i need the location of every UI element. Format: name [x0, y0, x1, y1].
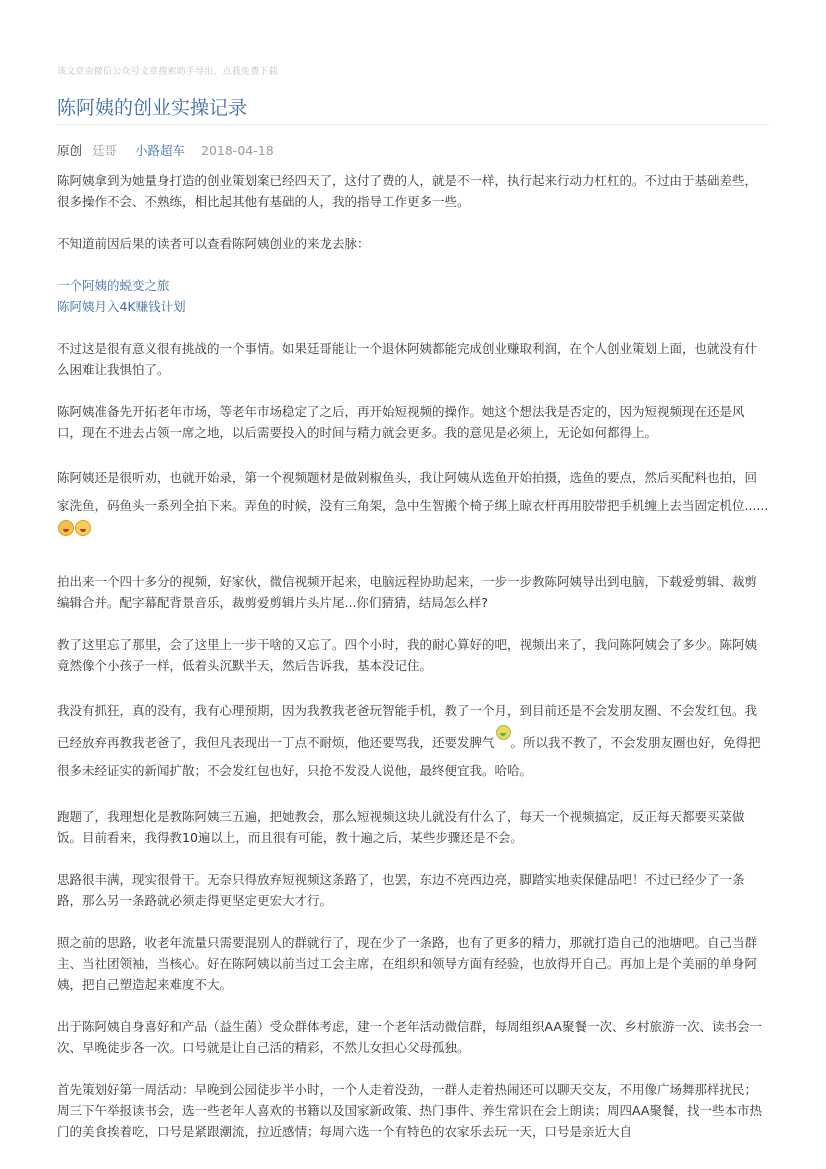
article-title: 陈阿姨的创业实操记录 [57, 97, 248, 119]
paragraph-9: 跑题了，我理想化是教陈阿姨三五遍，把她教会，那么短视频这块儿就没有什么了，每天一个视频搞定，反正每天都要买菜做饭。目前看来，我得教10遍以上，而且很有可能，教十遍之后，某些步骤还是不会。 [57, 809, 745, 845]
angry-face-icon [496, 725, 511, 740]
thinking-face-icon [75, 520, 91, 536]
paragraph-4: 陈阿姨准备先开拓老年市场，等老年市场稳定了之后，再开始短视频的操作。她这个想法我是否定的，因为短视频现在还是风口，现在不进去占领一席之地，以后需要投入的时间与精力就会更多。我的意见是必须上，无论如何都得上。 [57, 404, 745, 440]
related-links [57, 275, 769, 317]
paragraph-1: 陈阿姨拿到为她量身打造的创业策划案已经四天了，这付了费的人，就是不一样，执行起来行动力杠杠的。不过由于基础差些，很多操作不会、不熟练，相比起其他有基础的人，我的指导工作更多一些。 [57, 173, 758, 209]
paragraph-10: 思路很丰满，现实很骨干。无奈只得放弃短视频这条路了，也罢，东边不亮西边亮，脚踏实地卖保健品吧！不过已经少了一条路，那么另一条路就必须走得更坚定更宏大才行。 [57, 872, 745, 908]
paragraph-11: 照之前的思路，收老年流量只需要混别人的群就行了，现在少了一条路，也有了更多的精力，那就打造自己的池塘吧。自己当群主、当社团领袖，当核心。好在陈阿姨以前当过工会主席，在组织和领导方面有经验，也放得开自己。再加上是个美丽的单身阿姨，把自己塑造起来难度不大。 [57, 935, 758, 992]
paragraph-6: 拍出来一个四十多分的视频，好家伙，微信视频开起来，电脑远程协助起来，一步一步教陈阿姨导出到电脑，下载爱剪辑、裁剪编辑合并。配字幕配背景音乐，裁剪爱剪辑片头片尾...你们猜猜，结局怎么样? [57, 574, 758, 610]
paragraph-8 [57, 697, 769, 785]
paragraph-2: 不知道前因后果的读者可以查看陈阿姨创业的来龙去脉： [57, 236, 370, 251]
related-link-2[interactable]: 陈阿姨月入4K赚钱计划 [57, 299, 186, 314]
paragraph-13: 首先策划好第一周活动：早晚到公园徒步半小时，一个人走着没劲，一群人走着热闹还可以聊天交友，不用像广场舞那样扰民；周三下午举报读书会，选一些老年人喜欢的书籍以及国家新政策、热门事件、养生常识在会上朗读；周四AA聚餐，找一些本市热门的美食挨着吃，口号是紧跟潮流，拉近感情；每周六选一个有特色的农家乐去玩一天，口号是亲近大自 [57, 1082, 762, 1139]
surprised-face-icon [58, 520, 74, 536]
paragraph-5 [57, 464, 769, 550]
article-meta [57, 141, 274, 159]
article-body [57, 170, 769, 1163]
paragraph-8-text-a: 我没有抓狂，真的没有，我有心理预期，因为我教我老爸玩智能手机，教了一个月，到目前还是不会发朋友圈、不会发红包。我已经放弃再教我老爸了，我但凡表现出一丁点不耐烦，他还要骂我，还要发脾气 [57, 703, 758, 750]
related-link-1[interactable]: 一个阿姨的蜕变之旅 [57, 278, 170, 293]
paragraph-7: 教了这里忘了那里，会了这里上一步干啥的又忘了。四个小时，我的耐心算好的吧，视频出来了，我问陈阿姨会了多少。陈阿姨竟然像个小孩子一样，低着头沉默半天，然后告诉我，基本没记住。 [57, 637, 758, 673]
author-name: 廷哥 [92, 143, 118, 158]
original-label: 原创 [57, 143, 83, 158]
paragraph-3: 不过这是很有意义很有挑战的一个事情。如果廷哥能让一个退休阿姨都能完成创业赚取利润，在个人创业策划上面，也就没有什么困难让我惧怕了。 [57, 341, 758, 377]
paragraph-8-text-b: 。所以我不教了，不会发朋友圈也好，免得把很多未经证实的新闻扩散；不会发红包也好，只抢不发没人说他，最终便宜我。哈哈。 [57, 735, 761, 778]
title-divider [57, 124, 769, 125]
paragraph-12: 出于陈阿姨自身喜好和产品（益生菌）受众群体考虑，建一个老年活动微信群，每周组织AA聚餐一次、乡村旅游一次、读书会一次、早晚徒步各一次。口号就是让自己活的精彩，不然儿女担心父母孤独。 [57, 1019, 762, 1055]
paragraph-5-text: 陈阿姨还是很听劝，也就开始录，第一个视频题材是做剁椒鱼头，我让阿姨从选鱼开始拍摄，选鱼的要点，然后买配料也拍，回家洗鱼，码鱼头一系列全拍下来。弄鱼的时候，没有三角架，急中生智搬个椅子绑上晾衣杆再用胶带把手机缠上去当固定机位...... [57, 470, 769, 513]
publish-date: 2018-04-18 [201, 143, 274, 158]
export-notice-link[interactable]: 该文章由微信公众号文章搜索助手导出，点我免费下载 [57, 67, 278, 77]
account-link[interactable]: 小路超车 [135, 143, 186, 158]
